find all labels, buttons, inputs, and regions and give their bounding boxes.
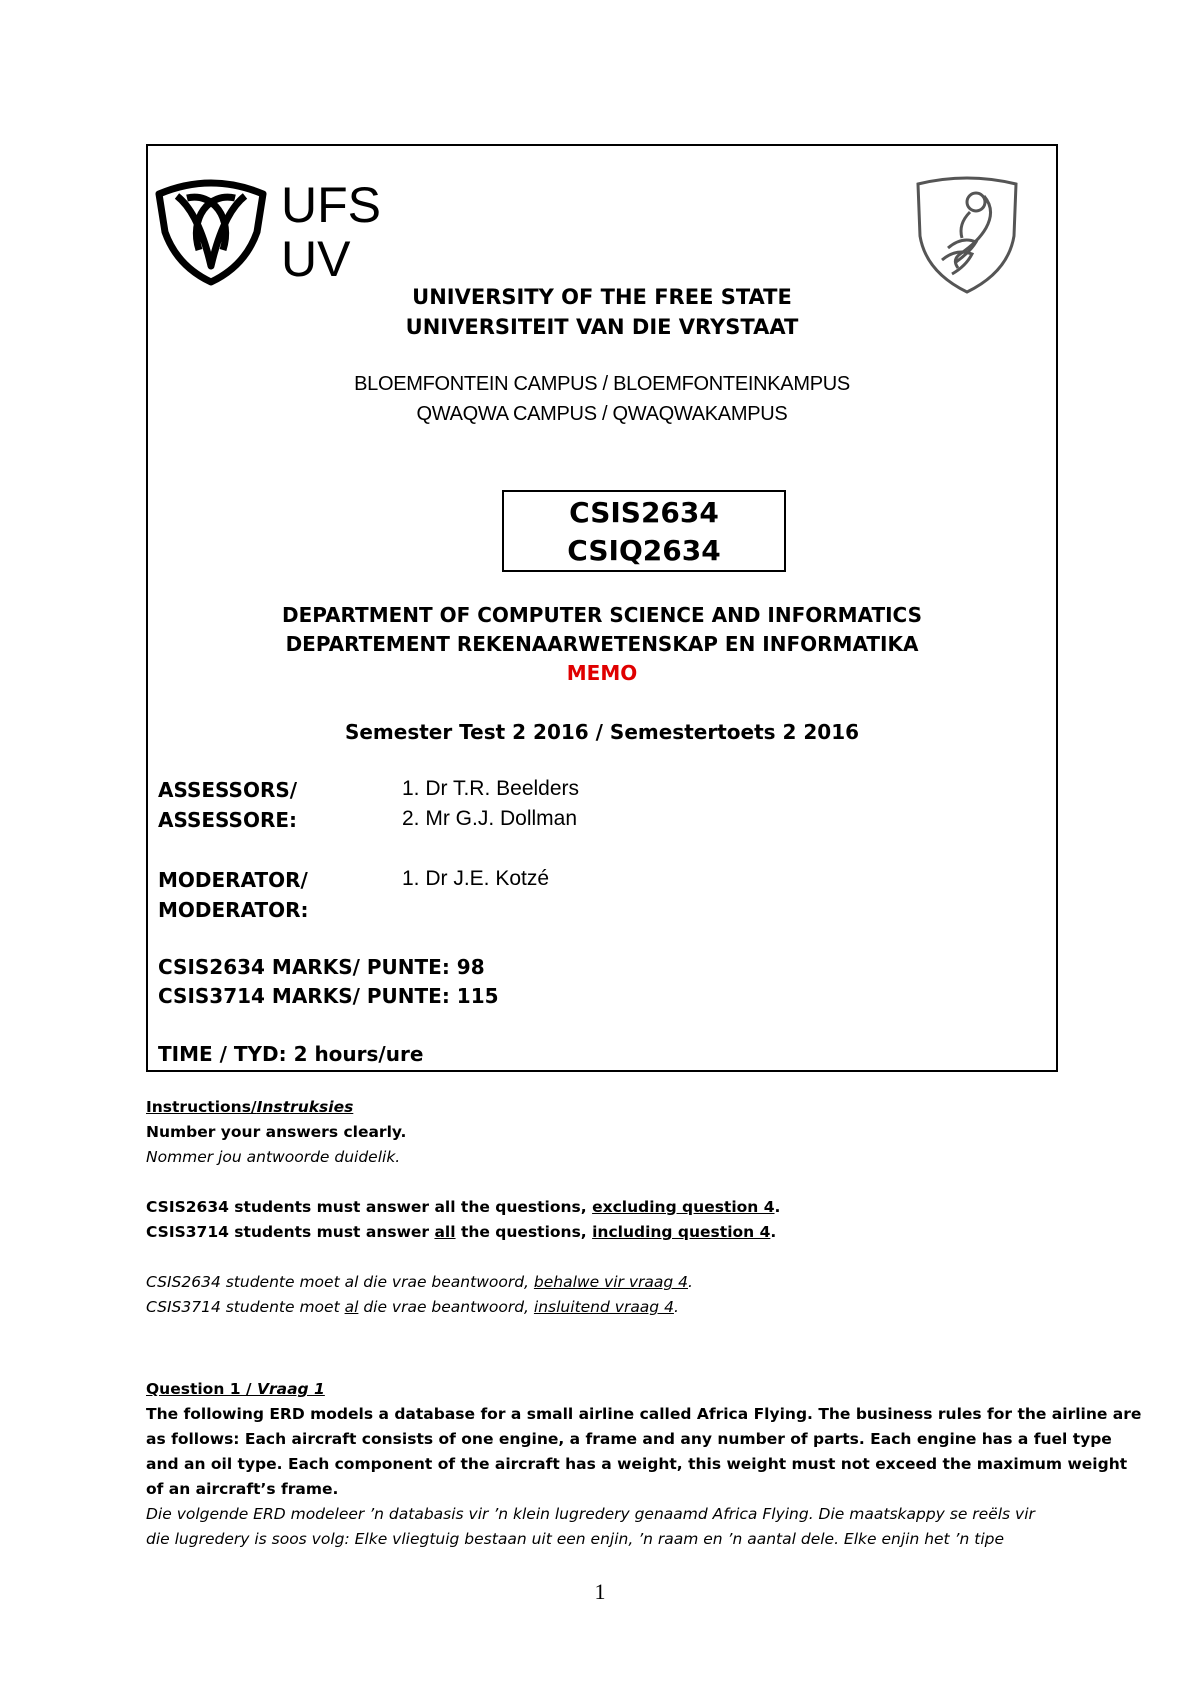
text-run: die vrae beantwoord, [358,1298,534,1316]
question-1-body-af-line-1: Die volgende ERD modeleer ’n databasis vir ’n klein lugredery genaamd Africa Flying. Die maatskappy se reëls vir [146,1505,1035,1523]
text-run: CSIS3714 students must answer [146,1223,435,1241]
text-run: . [688,1273,693,1291]
ufs-logo-mark-icon [155,170,395,290]
module-code-box [502,490,786,572]
instruction-csis2634-en [146,1198,780,1216]
logo-text-uv: UV [281,231,351,287]
text-run: . [774,1198,781,1216]
moderator-label-af: MODERATOR: [158,898,309,922]
text-run: . [770,1223,777,1241]
text-run: CSIS3714 studente moet [146,1298,345,1316]
question-1-body-af-line-2: die lugredery is soos volg: Elke vliegtuig bestaan uit een enjin, ’n raam en ’n aantal dele. Elke enjin het ’n tipe [146,1530,1004,1548]
text-run-underlined: excluding question 4 [592,1198,775,1216]
instructions-heading-af: Instruksies [256,1098,354,1116]
text-run: the questions, [455,1223,593,1241]
marks-csis3714: CSIS3714 MARKS/ PUNTE: 115 [158,984,499,1008]
instruction-number-answers-en: Number your answers clearly. [146,1123,407,1141]
instructions-heading-en: Instructions/ [146,1098,257,1116]
text-run: CSIS2634 students must answer all the questions, [146,1198,593,1216]
assessor-1: 1. Dr T.R. Beelders [402,777,580,800]
module-code-1: CSIS2634 [569,496,719,529]
memo-label: MEMO [566,661,638,685]
moderator-label-en: MODERATOR/ [158,868,308,892]
question-1-heading [146,1380,325,1398]
semester-title: Semester Test 2 2016 / Semestertoets 2 2016 [344,720,860,744]
question-1-heading-en: Question 1 / [146,1380,257,1398]
ufs-logo [155,170,395,290]
question-1-body-en-line-2: as follows: Each aircraft consists of one engine, a frame and any number of parts. Each engine has a fuel type [146,1430,1112,1448]
university-name-af: UNIVERSITEIT VAN DIE VRYSTAAT [405,315,799,339]
instruction-csis2634-af [146,1273,693,1291]
marks-csis2634: CSIS2634 MARKS/ PUNTE: 98 [158,955,485,979]
question-1-heading-af: Vraag 1 [257,1380,325,1398]
campus-line-2: QWAQWA CAMPUS / QWAQWAKAMPUS [416,403,788,425]
question-1-body-en-line-4: of an aircraft’s frame. [146,1480,339,1498]
instruction-csis3714-af [146,1298,679,1316]
department-af: DEPARTEMENT REKENAARWETENSKAP EN INFORMATIKA [285,632,919,656]
text-run-underlined: behalwe vir vraag 4 [533,1273,688,1291]
module-code-2: CSIQ2634 [567,534,721,567]
instructions-heading [146,1098,353,1116]
crest-shield-icon [912,176,1022,296]
instruction-number-answers-af: Nommer jou antwoorde duidelik. [146,1148,401,1166]
time-allowed: TIME / TYD: 2 hours/ure [158,1042,424,1066]
page-number: 1 [594,1579,606,1604]
text-run-underlined: including question 4 [592,1223,771,1241]
text-run-underlined: all [434,1223,456,1241]
assessors-label-af: ASSESSORE: [158,808,298,832]
text-run: CSIS2634 studente moet al die vrae beantwoord, [146,1273,534,1291]
moderator-1: 1. Dr J.E. Kotzé [402,867,550,890]
campus-line-1: BLOEMFONTEIN CAMPUS / BLOEMFONTEINKAMPUS [354,373,850,395]
text-run: . [673,1298,679,1316]
logo-text-ufs: UFS [281,177,381,233]
assessor-2: 2. Mr G.J. Dollman [402,807,578,830]
text-run-underlined: insluitend vraag 4 [533,1298,674,1316]
assessors-label-en: ASSESSORS/ [158,778,298,802]
question-1-body-en-line-3: and an oil type. Each component of the aircraft has a weight, this weight must not exceed the maximum weight [146,1455,1128,1473]
instruction-csis3714-en [146,1223,776,1241]
question-1-body-en-line-1: The following ERD models a database for a small airline called Africa Flying. The business rules for the airline are [146,1405,1142,1423]
text-run-underlined: al [344,1298,359,1316]
university-name-en: UNIVERSITY OF THE FREE STATE [412,285,792,309]
department-en: DEPARTMENT OF COMPUTER SCIENCE AND INFORMATICS [281,603,922,627]
university-crest [912,176,1022,296]
